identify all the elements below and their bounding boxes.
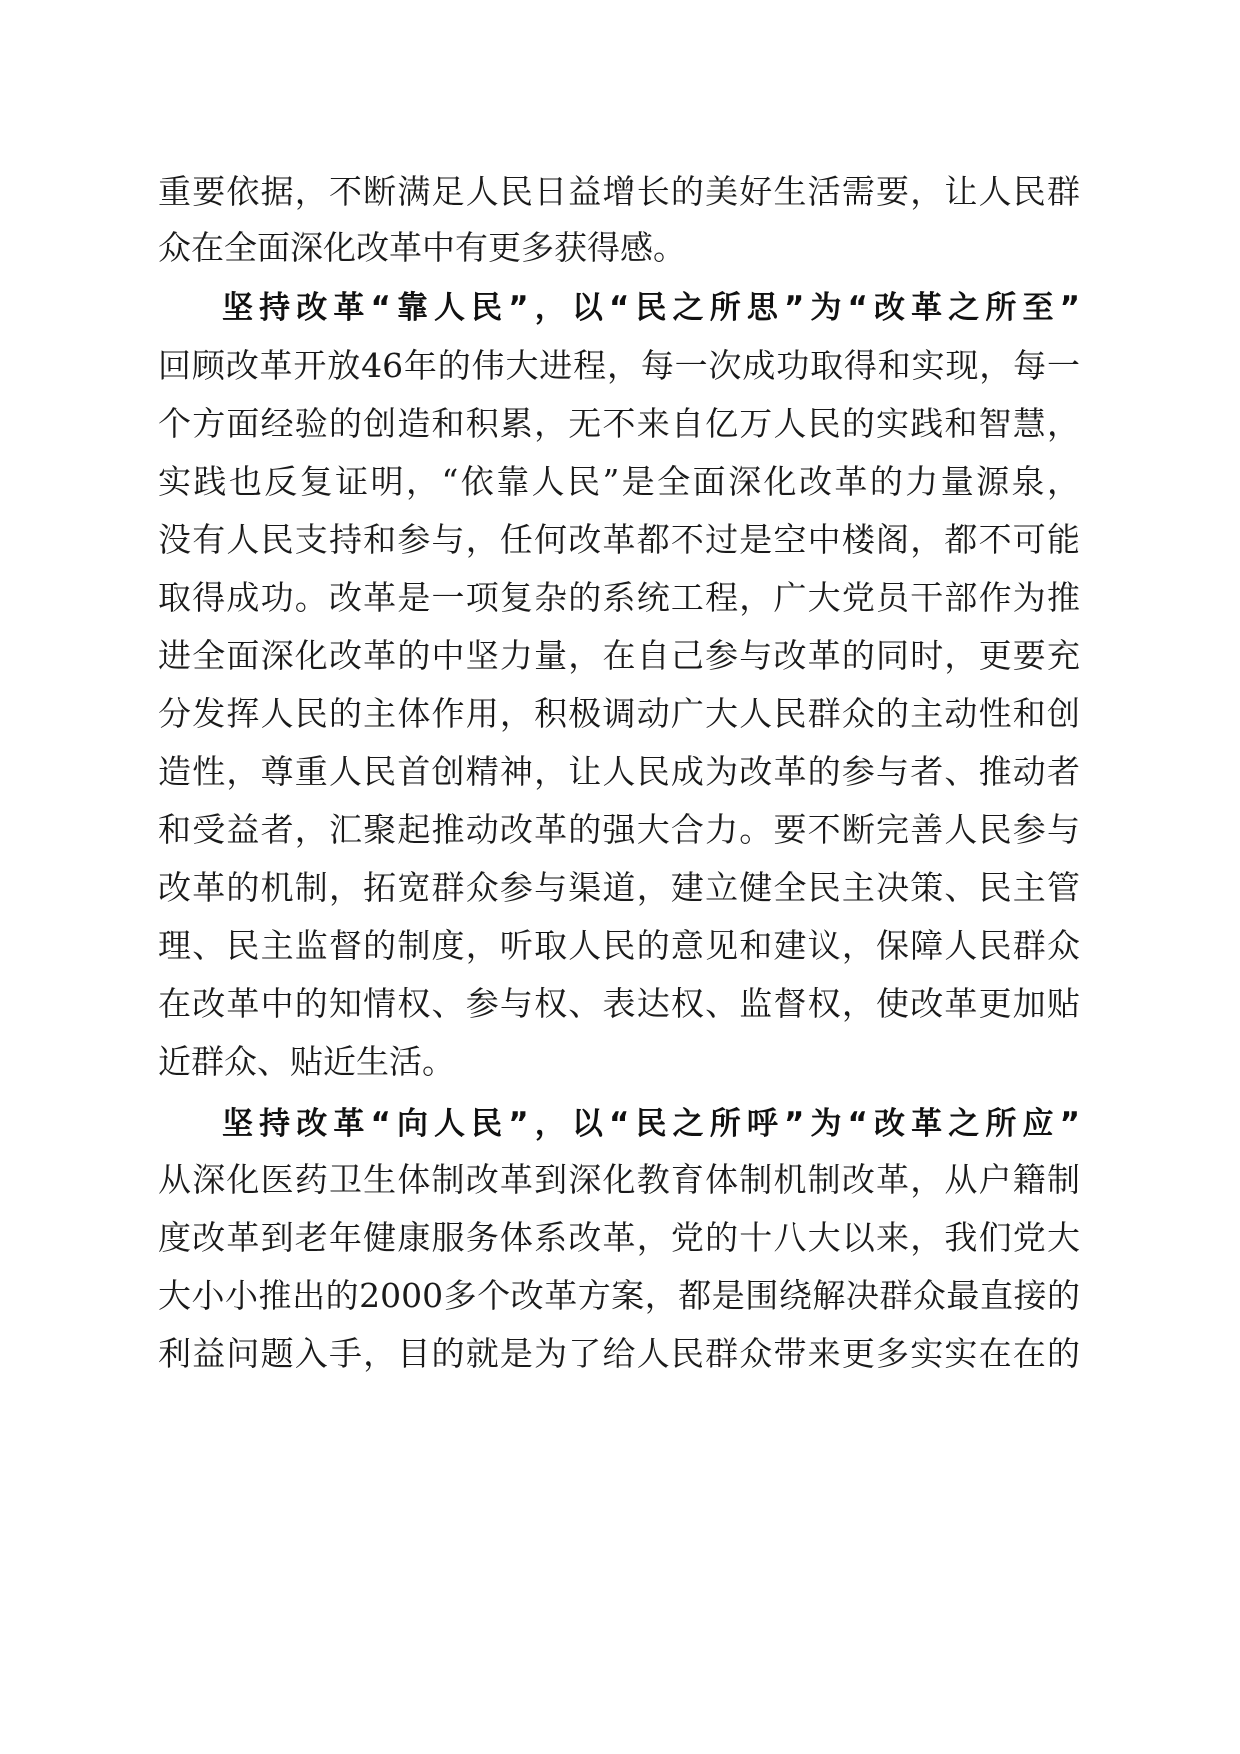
paragraph-line: 没有人民支持和参与，任何改革都不过是空中楼阁，都不可能 <box>158 520 1080 559</box>
section-heading: 坚持改革“靠人民”，以“民之所思”为“改革之所至” <box>222 290 1080 326</box>
paragraph-line: 回顾改革开放46年的伟大进程，每一次成功取得和实现，每一 <box>158 346 1080 385</box>
paragraph-line: 理、民主监督的制度，听取人民的意见和建议，保障人民群众 <box>158 926 1080 965</box>
paragraph-line: 大小小推出的2000多个改革方案，都是围绕解决群众最直接的 <box>158 1276 1080 1315</box>
paragraph-line: 重要依据，不断满足人民日益增长的美好生活需要，让人民群 <box>158 172 1080 211</box>
paragraph-line: 近群众、贴近生活。 <box>158 1042 455 1081</box>
section-heading: 坚持改革“向人民”，以“民之所呼”为“改革之所应” <box>222 1106 1080 1142</box>
paragraph-line: 进全面深化改革的中坚力量，在自己参与改革的同时，更要充 <box>158 636 1080 675</box>
paragraph-line: 改革的机制，拓宽群众参与渠道，建立健全民主决策、民主管 <box>158 868 1080 907</box>
paragraph-line: 个方面经验的创造和积累，无不来自亿万人民的实践和智慧， <box>158 404 1080 443</box>
paragraph-line: 取得成功。改革是一项复杂的系统工程，广大党员干部作为推 <box>158 578 1080 617</box>
paragraph-line: 众在全面深化改革中有更多获得感。 <box>158 228 686 267</box>
paragraph-line: 从深化医药卫生体制改革到深化教育体制机制改革，从户籍制 <box>158 1160 1080 1199</box>
paragraph-line: 实践也反复证明，“依靠人民”是全面深化改革的力量源泉， <box>158 462 1080 501</box>
paragraph-line: 度改革到老年健康服务体系改革，党的十八大以来，我们党大 <box>158 1218 1080 1257</box>
paragraph-line: 利益问题入手，目的就是为了给人民群众带来更多实实在在的 <box>158 1334 1080 1373</box>
paragraph-line: 在改革中的知情权、参与权、表达权、监督权，使改革更加贴 <box>158 984 1080 1023</box>
paragraph-line: 分发挥人民的主体作用，积极调动广大人民群众的主动性和创 <box>158 694 1080 733</box>
paragraph-line: 造性，尊重人民首创精神，让人民成为改革的参与者、推动者 <box>158 752 1080 791</box>
paragraph-line: 和受益者，汇聚起推动改革的强大合力。要不断完善人民参与 <box>158 810 1080 849</box>
